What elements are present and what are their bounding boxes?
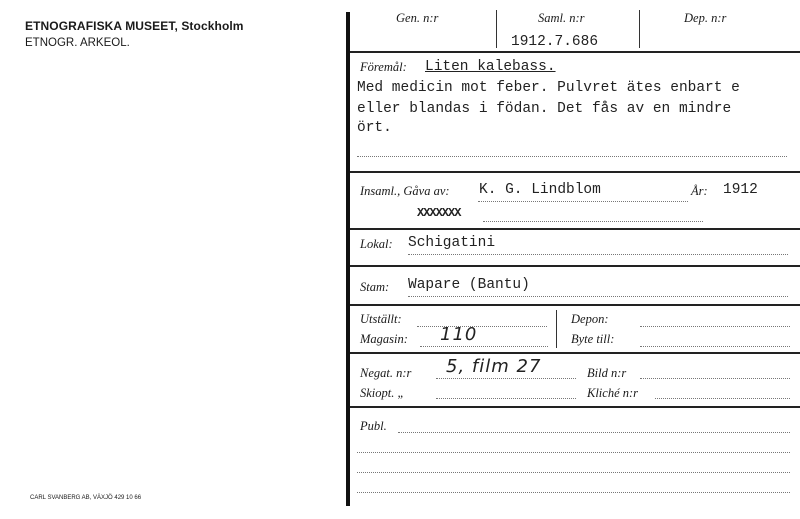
kliche-label: Kliché n:r (587, 386, 639, 400)
stam-value: Wapare (Bantu) (408, 277, 530, 293)
dotted-line (483, 221, 703, 222)
dotted-line (640, 326, 790, 327)
dotted-line (408, 296, 788, 297)
struck-text: XXXXXXX (417, 206, 461, 220)
gen-label: Gen. n:r (396, 11, 439, 25)
dotted-line (417, 326, 547, 327)
museum-name: ETNOGRAFISKA MUSEET, Stockholm (25, 19, 244, 33)
lokal-label: Lokal: (360, 237, 393, 251)
rule-insaml (350, 228, 800, 230)
magasin-value: 110 (440, 324, 478, 345)
lokal-value: Schigatini (408, 235, 496, 251)
department-name: ETNOGR. ARKEOL. (25, 37, 130, 49)
negat-label: Negat. n:r (360, 366, 412, 380)
dotted-line (640, 378, 790, 379)
description-line-3: ört. (357, 120, 392, 136)
storage-divider (556, 310, 557, 348)
depon-label: Depon: (571, 312, 609, 326)
insaml-value: K. G. Lindblom (479, 182, 601, 198)
dotted-line (357, 156, 787, 157)
ar-value: 1912 (723, 182, 758, 198)
printer-imprint: CARL SVANBERG AB, VÄXJÖ 429 10 66 (30, 495, 142, 501)
dotted-line (478, 201, 688, 202)
description-line-1: Med medicin mot feber. Pulvret ätes enbart e (357, 80, 740, 96)
rule-foremal (350, 171, 800, 173)
insaml-label: Insaml., Gåva av: (360, 184, 450, 198)
dotted-line (408, 254, 788, 255)
rule-lokal (350, 265, 800, 267)
rule-header (350, 51, 800, 53)
publ-label: Publ. (360, 419, 387, 433)
dotted-line (436, 378, 576, 379)
dotted-line (640, 346, 790, 347)
rule-negat (350, 406, 800, 408)
rule-storage (350, 352, 800, 354)
skiopt-label: Skiopt. „ (360, 386, 405, 400)
dotted-line (357, 452, 790, 453)
dep-label: Dep. n:r (684, 11, 727, 25)
ar-label: År: (691, 184, 708, 198)
byte-label: Byte till: (571, 332, 615, 346)
dotted-line (357, 492, 790, 493)
dotted-line (655, 398, 790, 399)
header-divider-2 (639, 10, 640, 48)
foremal-label: Föremål: (360, 60, 407, 74)
utstallt-label: Utställt: (360, 312, 402, 326)
description-line-2: eller blandas i födan. Det fås av en mindre (357, 101, 732, 117)
dotted-line (357, 472, 790, 473)
card-left-border (346, 12, 350, 506)
bild-label: Bild n:r (587, 366, 627, 380)
magasin-label: Magasin: (360, 332, 408, 346)
dotted-line (436, 398, 576, 399)
rule-stam (350, 304, 800, 306)
dotted-line (398, 432, 790, 433)
saml-label: Saml. n:r (538, 11, 585, 25)
dotted-line (420, 346, 548, 347)
header-divider-1 (496, 10, 497, 48)
saml-value: 1912.7.686 (511, 34, 599, 50)
foremal-value: Liten kalebass. (425, 59, 556, 75)
stam-label: Stam: (360, 280, 390, 294)
negat-value: 5, film 27 (446, 356, 542, 377)
